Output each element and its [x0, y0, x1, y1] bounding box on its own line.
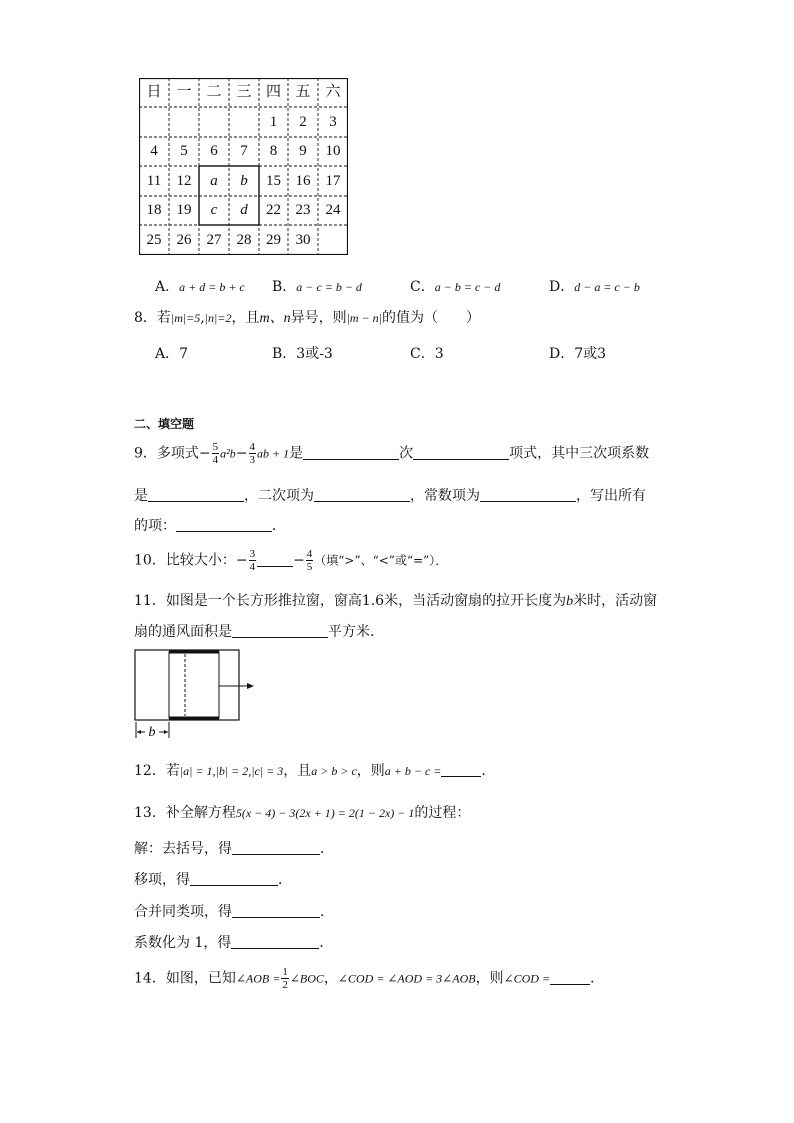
- calendar-day: [139, 107, 169, 137]
- option-text: 7或3: [574, 346, 607, 362]
- q9-text: 是: [289, 445, 304, 462]
- calendar-day: [318, 225, 348, 255]
- q8-m-abs: |m|=5: [170, 311, 201, 325]
- q8-text: ，且: [231, 310, 260, 326]
- answer-blank[interactable]: [314, 487, 410, 502]
- q11-text: 平方米．: [328, 624, 384, 640]
- q9-line-1: [134, 441, 649, 466]
- numerator: 4: [249, 441, 255, 453]
- calendar-day: 28: [236, 232, 252, 248]
- answer-blank[interactable]: [257, 552, 293, 567]
- q11-var-b: b: [566, 594, 574, 609]
- question-number: 11．: [134, 593, 166, 609]
- option-label: B．: [272, 279, 297, 295]
- q12-expression: a + b − c =: [384, 764, 442, 778]
- step-end: ．: [320, 841, 334, 857]
- calendar-day: 27: [206, 232, 222, 248]
- weekday-header: 五: [295, 84, 311, 100]
- calendar-day: 25: [146, 232, 162, 248]
- calendar-day: 16: [295, 173, 311, 189]
- answer-blank[interactable]: [232, 623, 328, 638]
- q13-text: 的过程：: [414, 805, 471, 821]
- term: ab + 1: [257, 446, 290, 461]
- step-text: 解：去括号，得: [134, 841, 232, 857]
- q13-question: [134, 802, 470, 822]
- q13-step-1: [134, 838, 334, 858]
- q9-line-2: [134, 485, 646, 505]
- calendar-day: 4: [150, 143, 158, 159]
- q13-text: 补全解方程: [165, 805, 236, 821]
- answer-blank[interactable]: [190, 871, 278, 886]
- step-end: ．: [278, 872, 292, 888]
- q12-text: 若: [165, 763, 180, 779]
- option-label: D．: [549, 279, 575, 295]
- option-label: A．: [155, 279, 180, 295]
- option-expr: a − c = b − d: [296, 280, 362, 294]
- step-end: ．: [320, 904, 334, 920]
- denominator: 4: [249, 561, 256, 573]
- arrow-head-icon: [247, 683, 254, 689]
- calendar-day: 29: [266, 232, 281, 248]
- sliding-window-figure: [133, 648, 255, 740]
- fraction: [212, 441, 220, 466]
- q11-text: 如图是一个长方形推拉窗，窗高1.6米，当活动窗扇的拉开长度为: [165, 593, 567, 609]
- q9-text: ．: [272, 518, 286, 534]
- calendar-day: [169, 107, 199, 137]
- q8-text: 异号，则: [290, 310, 347, 326]
- q8-option-c: [410, 343, 444, 363]
- q14-expr: ∠COD =: [503, 971, 551, 986]
- q12-condition: |a| = 1,|b| = 2,|c| = 3: [179, 764, 284, 778]
- numerator: 5: [212, 441, 219, 453]
- question-number: 9．: [134, 445, 157, 462]
- calendar-day: 24: [325, 202, 341, 218]
- minus-sign: −: [235, 552, 248, 569]
- dim-arrow-left-icon: [137, 730, 141, 734]
- option-expr: d − a = c − b: [574, 280, 640, 294]
- q14-text: ，: [323, 970, 338, 987]
- step-text: 系数化为 1，得: [134, 935, 232, 951]
- option-label: D．: [549, 346, 575, 362]
- q12-text: ，则: [356, 763, 385, 779]
- dim-arrow-right-icon: [164, 730, 168, 734]
- weekday-header: 一: [176, 84, 192, 100]
- q8-option-b: [272, 343, 333, 363]
- calendar-day: 26: [176, 232, 192, 248]
- q8-sep: ,: [200, 310, 205, 326]
- calendar-day: [229, 107, 259, 137]
- q9-text: 多项式: [156, 445, 199, 462]
- calendar-day: 11: [146, 173, 162, 189]
- minus-sign: −: [293, 552, 305, 569]
- weekday-header: 三: [236, 84, 252, 100]
- calendar-day: 8: [269, 143, 278, 159]
- q13-step-3: [134, 901, 334, 921]
- q9-text: ，常数项为: [410, 488, 480, 504]
- window-frame: [135, 650, 239, 720]
- weekday-header: 四: [265, 84, 281, 100]
- q12-text: ，且: [283, 763, 312, 779]
- option-text: 7: [179, 346, 189, 362]
- q14-expr: ∠AOB =: [235, 971, 281, 986]
- weekday-header: 六: [325, 84, 341, 100]
- calendar-day: 23: [295, 202, 311, 218]
- q11-text: 扇的通风面积是: [134, 624, 232, 640]
- q9-text: 是: [134, 488, 148, 504]
- denominator: 4: [212, 454, 219, 466]
- calendar-day: 18: [146, 202, 162, 218]
- question-number: 10．: [134, 552, 166, 569]
- q9-text: ，二次项为: [244, 488, 314, 504]
- answer-blank[interactable]: [232, 903, 320, 918]
- option-text: 3或-3: [296, 346, 333, 362]
- calendar-day: a: [210, 173, 218, 189]
- answer-blank[interactable]: [550, 970, 590, 985]
- fraction: [281, 966, 289, 991]
- q8-option-d: [549, 343, 606, 363]
- calendar-day: 19: [176, 202, 192, 218]
- option-label: C．: [410, 279, 435, 295]
- q14-text: ，则: [475, 970, 504, 987]
- numerator: 1: [282, 966, 288, 978]
- fraction: [249, 548, 257, 573]
- minus-sign: −: [235, 445, 248, 462]
- answer-blank[interactable]: [232, 840, 320, 855]
- q11-line-1: [134, 590, 657, 610]
- numerator: 4: [306, 548, 313, 560]
- q14-text: 如图，已知: [165, 970, 236, 987]
- answer-blank[interactable]: [441, 762, 481, 777]
- q8-text: 若: [156, 310, 171, 326]
- calendar-day: 15: [266, 173, 281, 189]
- step-end: ．: [319, 935, 334, 951]
- answer-blank[interactable]: [176, 517, 272, 532]
- q13-step-4: [134, 932, 333, 952]
- q8-n-abs: |n|=2: [204, 311, 232, 325]
- denominator: 3: [249, 454, 255, 466]
- calendar-day: 5: [180, 143, 188, 159]
- calendar-day: 17: [325, 173, 341, 189]
- question-number: 14．: [134, 970, 166, 987]
- option-label: C．: [410, 346, 435, 362]
- option-label: B．: [272, 346, 297, 362]
- calendar-table: [139, 78, 348, 255]
- q8-vars: m、n: [259, 311, 291, 326]
- step-text: 移项，得: [134, 872, 190, 888]
- sliding-sash: [169, 652, 219, 718]
- q8-mn-abs: |m − n|: [346, 311, 382, 325]
- calendar-day: d: [240, 202, 248, 218]
- answer-blank[interactable]: [303, 445, 399, 460]
- option-expr: a + d = b + c: [179, 280, 245, 294]
- weekday-header: 二: [206, 84, 222, 100]
- answer-blank[interactable]: [148, 487, 244, 502]
- q8-option-a: [155, 343, 188, 363]
- weekday-header: 日: [146, 84, 162, 100]
- fraction: [249, 441, 257, 466]
- minus-sign: −: [198, 445, 211, 462]
- q8-text: 的值为（ ）: [381, 310, 480, 326]
- q11-line-2: [134, 621, 384, 641]
- q13-equation: 5(x − 4) − 3(2x + 1) = 2(1 − 2x) − 1: [235, 806, 415, 820]
- calendar-day: 12: [176, 173, 192, 189]
- q9-text: 项式，其中三次项系数: [509, 445, 650, 462]
- q8-question: [134, 307, 480, 327]
- q10-text: （填“>”、“<”或“=”）．: [314, 553, 448, 568]
- q9-line-3: [134, 515, 286, 535]
- q12-inequality: a > b > c: [311, 764, 357, 778]
- step-text: 合并同类项，得: [134, 904, 232, 920]
- calendar-day: 3: [329, 114, 337, 130]
- calendar-day: 9: [299, 143, 307, 159]
- q12-text: ．: [481, 763, 496, 779]
- dimension-label-b: b: [148, 725, 156, 740]
- q9-text: 次: [399, 445, 414, 462]
- q12-question: [134, 760, 495, 780]
- denominator: 2: [282, 979, 288, 991]
- q14-expr: ∠BOC: [289, 971, 324, 986]
- answer-blank[interactable]: [231, 934, 319, 949]
- option-text: 3: [434, 346, 444, 362]
- q10-question: [134, 548, 447, 573]
- q7-option-d: [549, 276, 640, 296]
- calendar-day: 2: [299, 114, 307, 130]
- calendar-day: 6: [210, 143, 218, 159]
- q14-question: [134, 966, 604, 991]
- numerator: 3: [249, 548, 256, 560]
- q9-text: ，写出所有: [576, 488, 646, 504]
- calendar-day: 10: [325, 143, 341, 159]
- q11-text: 米时，活动窗: [573, 593, 658, 609]
- q13-step-2: [134, 869, 292, 889]
- q7-option-a: [155, 276, 245, 296]
- calendar-day: 7: [240, 143, 248, 159]
- q7-option-b: [272, 276, 362, 296]
- term: a²b: [220, 446, 236, 461]
- q14-expr: ∠COD = ∠AOD = 3∠AOB: [337, 971, 476, 986]
- option-expr: a − b = c − d: [434, 280, 501, 294]
- calendar-day: 30: [295, 232, 311, 248]
- q7-option-c: [410, 276, 500, 296]
- q10-text: 比较大小：: [165, 552, 236, 569]
- q14-text: ．: [590, 970, 605, 987]
- calendar-day: b: [240, 173, 248, 189]
- denominator: 5: [306, 561, 313, 573]
- calendar-day: [199, 107, 229, 137]
- calendar-day: 22: [266, 202, 281, 218]
- option-label: A．: [155, 346, 180, 362]
- calendar-day: 1: [269, 114, 278, 130]
- q9-text: 的项：: [134, 518, 176, 534]
- question-number: 8．: [134, 310, 157, 326]
- fraction: [306, 548, 314, 573]
- question-number: 13．: [134, 805, 166, 821]
- answer-blank[interactable]: [480, 487, 576, 502]
- calendar-day: c: [210, 202, 218, 218]
- section-heading: 二、填空题: [134, 417, 195, 431]
- question-number: 12．: [134, 763, 166, 779]
- answer-blank[interactable]: [413, 445, 509, 460]
